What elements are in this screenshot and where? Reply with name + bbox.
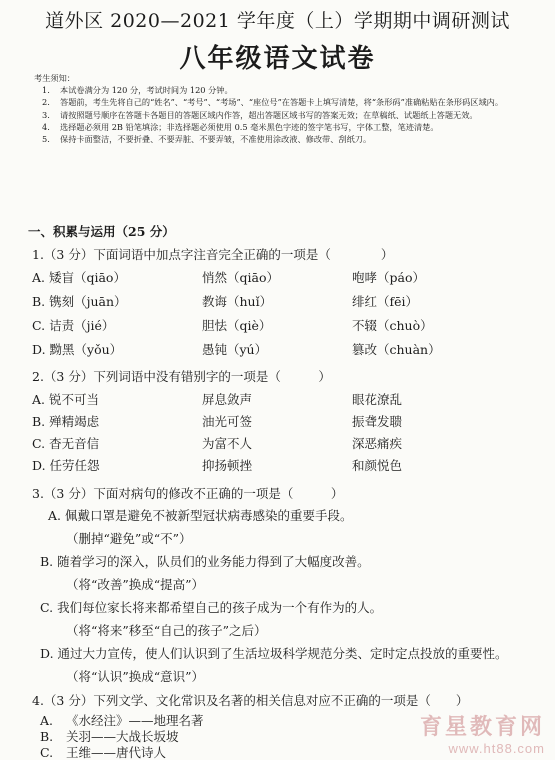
question-1-stem: 1.（3 分）下面词语中加点字注音完全正确的一项是（ ） [32, 247, 394, 262]
question-2-option-row: D. 任劳任怨 抑扬顿挫 和颜悦色 [32, 458, 403, 473]
question-2-option-row: B. 殚精竭虑 油光可签 振聋发聩 [32, 414, 403, 429]
question-1-option-row: D. 黝黑（yǒu） 愚钝（yú） 篡改（chuàn） [32, 342, 441, 357]
question-2-stem: 2.（3 分）下列词语中没有错别字的一项是（ ） [32, 369, 331, 384]
question-3-line: （将“改善”换成“提高”） [66, 577, 205, 592]
watermark [420, 710, 545, 756]
question-1-option-row: A. 矮盲（qiāo） 悄然（qiāo） 咆哮（páo） [32, 270, 425, 285]
notice-heading: 考生须知： [34, 73, 75, 83]
notice-item: 1. 本试卷满分为 120 分，考试时间为 120 分钟。 [42, 85, 233, 96]
question-3-line: A. 佩戴口罩是避免不被新型冠状病毒感染的重要手段。 [48, 508, 353, 523]
question-1-option-row: C. 诘责（jié） 胆怯（qiè） 不辍（chuò） [32, 318, 433, 333]
question-4-stem: 4.（3 分）下列文学、文化常识及名著的相关信息对应不正确的一项是（ ） [32, 693, 469, 708]
question-3-line: C. 我们每位家长将来都希望自己的孩子成为一个有作为的人。 [40, 600, 383, 615]
question-2-option-row: A. 锐不可当 屏息敛声 眼花潦乱 [32, 392, 403, 407]
candidate-notice [34, 72, 542, 145]
question-4-option: C. 王维——唐代诗人 [40, 745, 167, 760]
question-4-option: A. 《水经注》——地理名著 [40, 713, 204, 728]
question-3-line: （将“认识”换成“意识”） [66, 669, 205, 684]
question-3-line: B. 随着学习的深入，队员们的业务能力得到了大幅度改善。 [40, 554, 370, 569]
notice-item: 4. 选择题必须用 2B 铅笔填涂；非选择题必须使用 0.5 毫米黑色字迹的签字笔书写，字体工整，笔迹清楚。 [42, 121, 439, 132]
watermark-title: 育星教育网 [419, 714, 545, 739]
question-3-stem: 3.（3 分）下面对病句的修改不正确的一项是（ ） [32, 486, 344, 501]
question-3-line: D. 通过大力宣传，使人们认识到了生活垃圾科学规范分类、定时定点投放的重要性。 [40, 646, 508, 661]
exam-header-line: 道外区 2020—2021 学年度（上）学期期中调研测试 [45, 10, 510, 32]
question-3-line: （将“将来”移至“自己的孩子”之后） [66, 623, 267, 638]
watermark-url: www.ht88.com [448, 741, 545, 756]
question-1-option-row: B. 镌刻（juān） 教诲（huǐ） 绯红（fēi） [32, 294, 419, 309]
section-heading: 一、积累与运用（25 分） [28, 224, 175, 239]
question-2-option-row: C. 杳无音信 为富不人 深恶痛疾 [32, 436, 403, 451]
question-3-line: （删掉“避免”或“不”） [66, 531, 192, 546]
exam-title: 八年级语文试卷 [179, 44, 376, 74]
question-4-option: B. 关羽——大战长坂坡 [40, 729, 179, 744]
notice-item: 2. 答题前，考生先将自己的“姓名”、“考号”、“考场”、“座位号”在答题卡上填写清楚，将“条形码”准确粘贴在条形码区域内。 [42, 97, 504, 108]
notice-item: 3. 请按照题号顺序在答题卡各题目的答题区域内作答，超出答题区域书写的答案无效；在草稿纸、试题纸上答题无效。 [42, 109, 478, 120]
notice-item: 5. 保持卡面整洁，不要折叠、不要弄脏、不要弄皱，不准使用涂改液、修改带、刮纸刀。 [42, 134, 372, 145]
